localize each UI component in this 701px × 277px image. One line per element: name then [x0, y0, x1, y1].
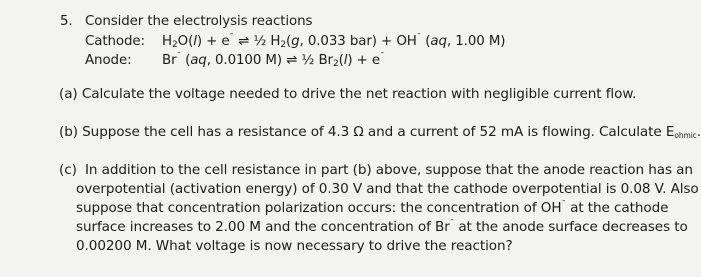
part-c-line-5: 0.00200 M. What voltage is now necessary to drive the reaction? [76, 238, 513, 254]
problem-number: 5. [60, 14, 73, 29]
anode-equation: Br¯ (aq, 0.0100 M) ⇌ ½ $Br_2(l) + e^¯$ [162, 52, 385, 69]
part-b-text: (b) Suppose the cell has a resistance of 4.3 Ω and a current of 52 mA is flowing. Calculate $E_{ohmic}$. [59, 124, 701, 140]
part-c-line-2: overpotential (activation energy) of 0.30 V and that the cathode overpotential is 0.08 V. Also [76, 181, 699, 197]
part-a-text: (a) Calculate the voltage needed to drive the net reaction with negligible current flow. [59, 86, 637, 102]
problem-stem: Consider the electrolysis reactions [85, 14, 313, 29]
cathode-equation: $H_2O(l) + e^¯$ ⇌ ½ $H_2(g$, 0.033 bar) + OH¯ (aq, 1.00 M) [162, 33, 506, 50]
part-c-line-1: In addition to the cell resistance in part (b) above, suppose that the anode reaction has an [85, 162, 693, 178]
anode-label: Anode: [85, 53, 132, 68]
part-c-line-4: surface increases to 2.00 M and the concentration of Br¯ at the anode surface decreases to [76, 219, 688, 235]
cathode-label: Cathode: [85, 34, 145, 49]
part-c-line-3: suppose that concentration polarization occurs: the concentration of OH¯ at the cathode [76, 200, 669, 216]
part-c-label: (c) [59, 162, 77, 178]
